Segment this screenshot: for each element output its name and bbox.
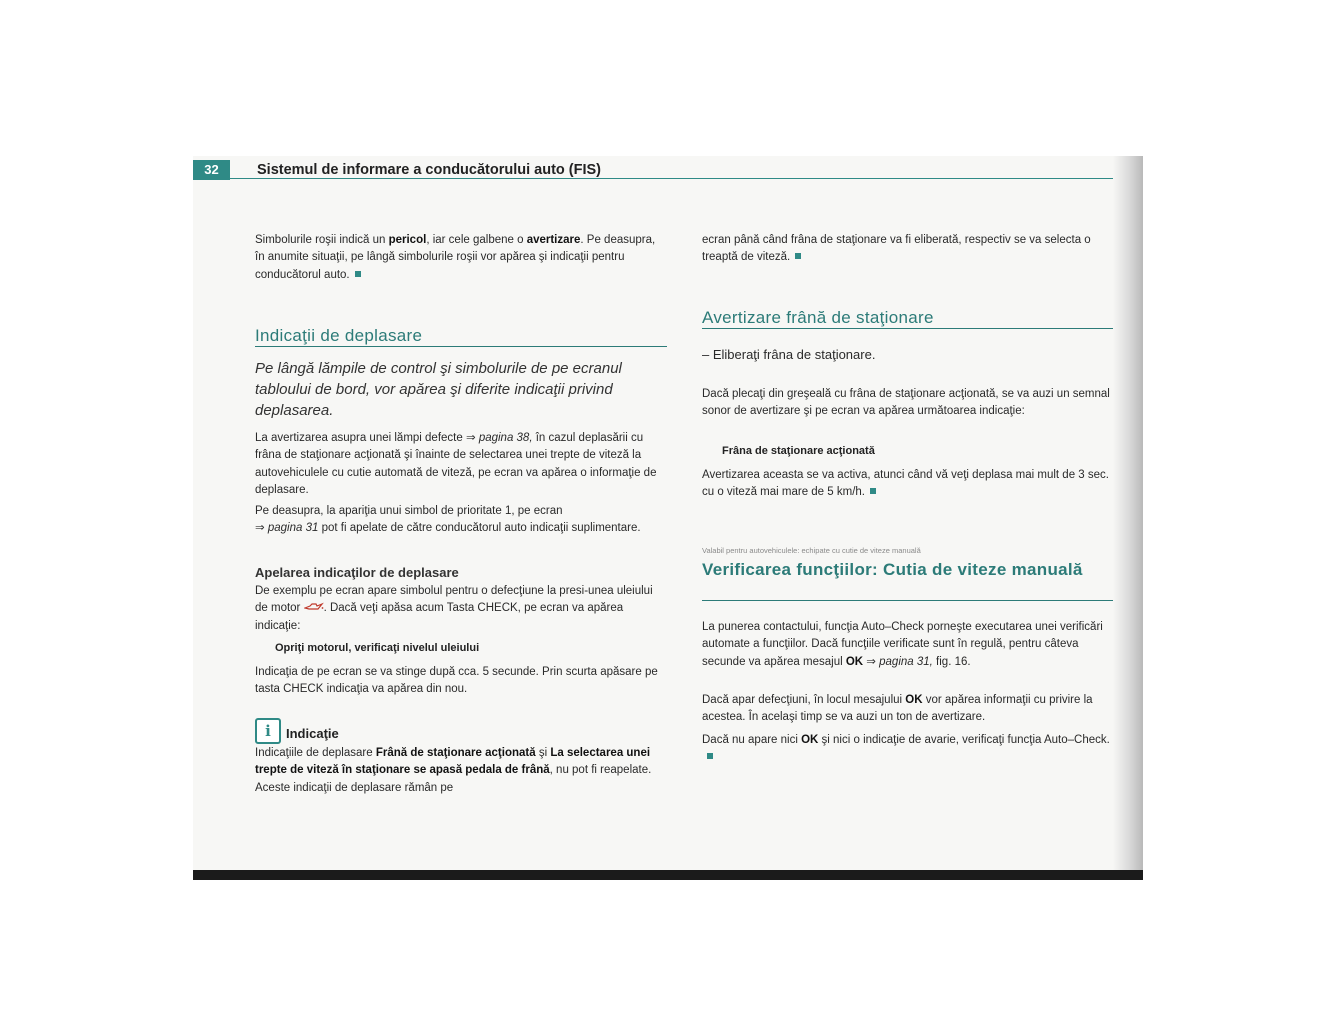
- info-icon: i: [255, 718, 281, 744]
- info-paragraph: Indicaţiile de deplasare Frână de staţionare acţionată şi La selectarea unei trepte de viteză în staţionare se apasă pedala de frână, nu pot fi reapelate. Aceste indicaţii de deplasare rămân pe: [255, 747, 652, 794]
- display-message-oil: Opriţi motorul, verificaţi nivelul uleiului: [275, 642, 480, 654]
- paragraph-display-timeout: Indicaţia de pe ecran se va stinge după cca. 5 secunde. Prin scurta apăsare pe tasta CHECK indicaţia va apărea din nou.: [255, 666, 658, 696]
- arrow-icon: ⇒: [255, 522, 265, 535]
- section-title-driving-indications: Indicaţii de deplasare: [255, 326, 423, 345]
- page-number: 32: [193, 160, 230, 180]
- intro-paragraph: Simbolurile roşii indică un pericol, iar cele galbene o avertizare. Pe deasupra, în anumite situaţii, pe lângă simbolurile roşii vor apărea şi indicaţii pentru conducătorul auto.: [255, 234, 656, 281]
- page-reference-link[interactable]: pagina 38,: [478, 432, 533, 444]
- paragraph-priority-symbol: Pe deasupra, la apariţia unui simbol de prioritate 1, pe ecran ⇒ pagina 31 pot fi apelate de către conducătorul auto indicaţii suplimentare.: [255, 505, 641, 535]
- display-message-parking: Frâna de staţionare acţionată: [722, 445, 875, 457]
- validity-note: Valabil pentru autovehiculele: echipate cu cutie de viteze manuală: [702, 546, 921, 555]
- paragraph-no-ok: Dacă nu apare nici OK şi nici o indicaţie de avarie, verificaţi funcţia Auto–Check.: [702, 732, 1114, 767]
- section-title-function-check: Verificarea funcţiilor: Cutia de viteze manuală: [702, 560, 1083, 579]
- section-rule: [255, 346, 667, 347]
- paragraph-activation: Avertizarea aceasta se va activa, atunci când vă veţi deplasa mai mult de 3 sec. cu o viteză mai mare de 5 km/h.: [702, 469, 1109, 499]
- page-reference-link[interactable]: pagina 31,: [875, 655, 933, 668]
- manual-page: [193, 156, 1143, 880]
- page-reference-link[interactable]: pagina 31: [267, 522, 319, 535]
- header-rule: [230, 178, 1143, 179]
- page-header: [193, 156, 1143, 184]
- continued-paragraph: ecran până când frâna de staţionare va fi eliberată, respectiv se va selecta o treaptă de viteză.: [702, 234, 1091, 264]
- paragraph-auto-check: La punerea contactului, funcţia Auto–Check porneşte executarea unei verificări automate a funcţiilor. Dacă funcţiile verificate sunt în regulă, pentru câteva secunde va apărea mesajul OK ⇒ pagina 31, fig. 16.: [702, 621, 1103, 668]
- paragraph-lamp-warning: La avertizarea asupra unei lămpi defecte ⇒ pagina 38, în cazul deplasării cu frâna de staţionare acţionată şi înainte de selectarea unei trepte de viteză la autovehiculele cu cutie automată de viteză, pe ecran va apărea o informaţie de deplasare.: [255, 432, 657, 497]
- end-marker-icon: [707, 753, 713, 759]
- section-lead: Pe lângă lămpile de control şi simbolurile de pe ecranul tabloului de bord, vor apărea şi diferite indicaţii privind deplasarea.: [255, 360, 622, 419]
- info-title: Indicaţie: [286, 726, 339, 741]
- section-rule: [702, 328, 1114, 329]
- page-gutter-shadow: [1113, 156, 1143, 870]
- section-title-parking-brake: Avertizare frână de staţionare: [702, 308, 934, 327]
- paragraph-defects: Dacă apar defecţiuni, în locul mesajului OK vor apărea informaţii cu privire la acestea. În acelaşi timp se va auzi un ton de avertizare.: [702, 694, 1093, 724]
- instruction-step: – Eliberaţi frâna de staţionare.: [702, 347, 876, 362]
- section-rule: [702, 600, 1114, 601]
- arrow-icon: ⇒: [866, 655, 876, 668]
- paragraph-oil-example: De exemplu pe ecran apare simbolul pentru o defecţiune la presi-unea uleiului de motor . Dacă veţi apăsa acum Tasta CHECK, pe ecran va apărea indicaţie:: [255, 585, 653, 632]
- arrow-icon: ⇒: [465, 432, 476, 444]
- end-marker-icon: [795, 253, 801, 259]
- end-marker-icon: [355, 271, 361, 277]
- oil-pressure-icon: [304, 602, 324, 612]
- page-bottom-edge: [193, 870, 1143, 880]
- subheading-calling-indications: Apelarea indicaţilor de deplasare: [255, 565, 459, 580]
- page-title: Sistemul de informare a conducătorului auto (FIS): [257, 162, 602, 178]
- end-marker-icon: [870, 488, 876, 494]
- paragraph-parking-warning: Dacă plecaţi din greşeală cu frâna de staţionare acţionată, se va auzi un semnal sonor de avertizare şi pe ecran va apărea următoarea indicaţie:: [702, 388, 1110, 418]
